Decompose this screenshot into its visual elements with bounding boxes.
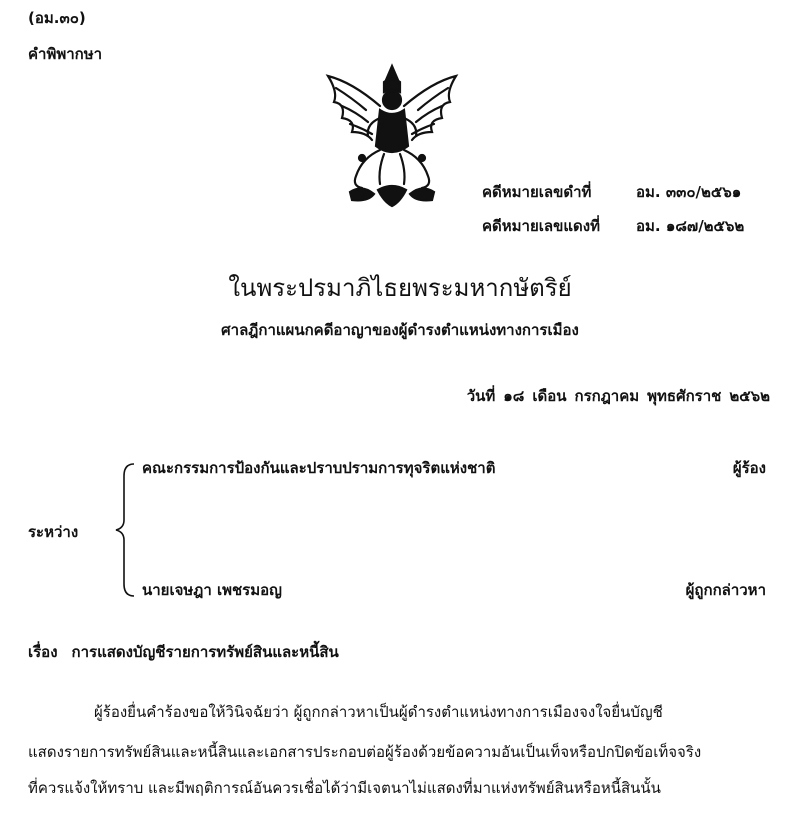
black-case-number	[482, 180, 741, 204]
judgment-date	[467, 384, 770, 408]
subject-label: เรื่อง	[28, 643, 58, 661]
between-label: ระหว่าง	[28, 523, 79, 541]
subject-line	[28, 640, 339, 664]
body-line: ผู้ร้องยื่นคำร้องขอให้วินิจฉัยว่า ผู้ถูกกล่าวหาเป็นผู้ดำรงตำแหน่งทางการเมืองจงใจยื่นบัญชี	[94, 703, 663, 721]
court-name: ศาลฎีกาแผนกคดีอาญาของผู้ดำรงตำแหน่งทางการเมือง	[221, 321, 579, 339]
garuda-emblem-icon	[322, 62, 462, 210]
plaintiff-name: คณะกรรมการป้องกันและปราบปรามการทุจริตแห่งชาติ	[142, 459, 496, 477]
black-case-label: คดีหมายเลขดำที่	[482, 183, 592, 201]
plaintiff-role: ผู้ร้อง	[732, 459, 766, 477]
party-brace-icon	[114, 462, 136, 598]
date-month: กรกฎาคม	[574, 387, 640, 405]
defendant-name: นายเจษฎา เพชรมอญ	[142, 581, 282, 599]
date-month-label: เดือน	[532, 387, 567, 405]
body-line: ที่ควรแจ้งให้ทราบ และมีพฤติการณ์อันควรเชื่อได้ว่ามีเจตนาไม่แสดงที่มาแห่งทรัพย์สินหรือหนี้สินนั้น	[28, 779, 661, 797]
date-day-label: วันที่	[466, 387, 496, 405]
body-line: แสดงรายการทรัพย์สินและหนี้สินและเอกสารประกอบต่อผู้ร้องด้วยข้อความอันเป็นเท็จหรือปกปิดข้อเท็จจริง	[28, 743, 702, 761]
black-case-value: อม. ๓๓๐/๒๕๖๑	[636, 183, 742, 201]
red-case-value: อม. ๑๘๗/๒๕๖๒	[636, 217, 745, 235]
red-case-label: คดีหมายเลขแดงที่	[482, 217, 600, 235]
royal-preamble: ในพระปรมาภิไธยพระมหากษัตริย์	[228, 274, 572, 302]
subject-text: การแสดงบัญชีรายการทรัพย์สินและหนี้สิน	[71, 643, 339, 661]
form-code: (อม.๓๐)	[28, 9, 86, 27]
date-year: ๒๕๖๒	[729, 387, 770, 405]
red-case-number	[482, 214, 744, 238]
defendant-role: ผู้ถูกกล่าวหา	[685, 581, 766, 599]
date-year-label: พุทธศักราช	[647, 387, 722, 405]
date-day: ๑๘	[503, 387, 525, 405]
document-type-title: คำพิพากษา	[28, 45, 103, 63]
